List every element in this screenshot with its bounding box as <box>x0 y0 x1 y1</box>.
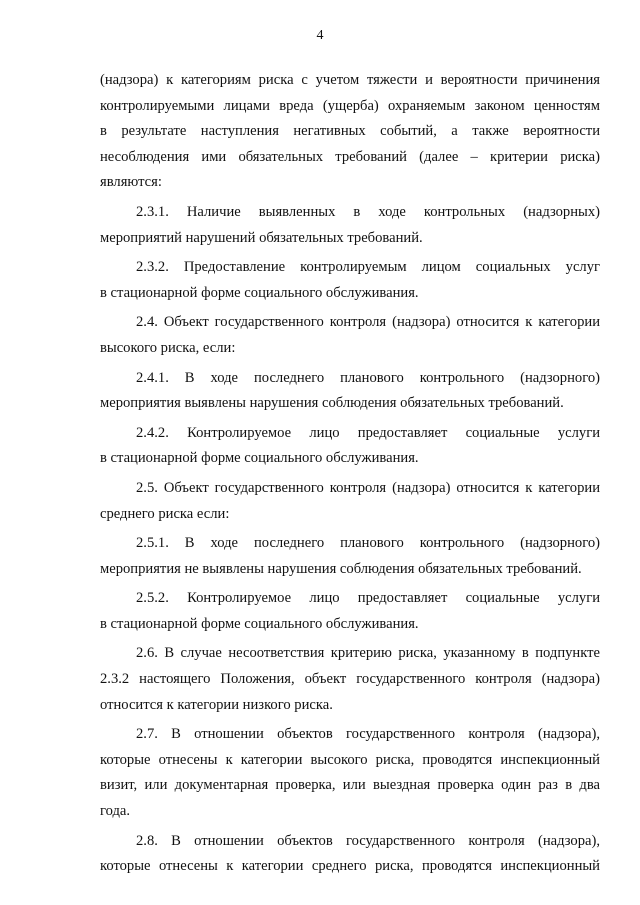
text-line: высокого риска, если: <box>100 339 236 356</box>
paragraph <box>100 68 600 196</box>
text-line: мероприятия не выявлены нарушения соблюдения обязательных требований. <box>100 560 582 577</box>
text-line: относится к категории низкого риска. <box>100 696 333 713</box>
text-line: мероприятия выявлены нарушения соблюдения обязательных требований. <box>100 395 564 412</box>
text-line: 2.7. В отношении объектов государственного контроля (надзора), <box>136 726 600 743</box>
text-line: 2.6. В случае несоответствия критерию риска, указанному в подпункте <box>136 645 600 662</box>
text-line: 2.3.2. Предоставление контролируемым лицом социальных услуг <box>136 259 600 276</box>
paragraph <box>100 641 600 718</box>
paragraph <box>100 200 600 251</box>
text-line: мероприятий нарушений обязательных требований. <box>100 229 423 246</box>
page-number: 4 <box>316 28 324 43</box>
text-line: в стационарной форме социального обслуживания. <box>100 284 419 301</box>
text-line: которые отнесены к категории высокого риска, проводятся инспекционный <box>100 751 600 768</box>
text-line: 2.3.1. Наличие выявленных в ходе контрольных (надзорных) <box>136 203 600 220</box>
document-body <box>100 68 600 880</box>
text-line: среднего риска если: <box>100 505 230 522</box>
text-line: 2.3.2 настоящего Положения, объект государственного контроля (надзора) <box>100 671 600 688</box>
text-line: 2.4.1. В ходе последнего планового контрольного (надзорного) <box>136 369 600 386</box>
text-line: в результате наступления негативных событий, а также вероятности <box>100 123 600 140</box>
text-line: которые отнесены к категории среднего риска, проводятся инспекционный <box>100 858 600 875</box>
paragraph <box>100 531 600 582</box>
text-line: визит, или документарная проверка, или выездная проверка один раз в два <box>100 777 600 794</box>
paragraph <box>100 476 600 527</box>
text-line: 2.5. Объект государственного контроля (надзора) относится к категории <box>136 479 600 496</box>
text-line: в стационарной форме социального обслуживания. <box>100 615 419 632</box>
text-line: года. <box>100 803 131 820</box>
paragraph <box>100 829 600 880</box>
text-line: несоблюдения ими обязательных требований (далее – критерии риска) <box>100 148 600 165</box>
text-line: 2.5.2. Контролируемое лицо предоставляет социальные услуги <box>136 590 600 607</box>
text-line: контролируемыми лицами вреда (ущерба) охраняемым законом ценностям <box>100 97 600 114</box>
text-line: (надзора) к категориям риска с учетом тяжести и вероятности причинения <box>100 72 600 88</box>
text-line: 2.8. В отношении объектов государственного контроля (надзора), <box>136 832 600 849</box>
text-line: являются: <box>100 174 162 191</box>
paragraph <box>100 310 600 361</box>
paragraph <box>100 722 600 824</box>
paragraph <box>100 586 600 637</box>
paragraph <box>100 255 600 306</box>
text-line: 2.5.1. В ходе последнего планового контрольного (надзорного) <box>136 535 600 552</box>
text-line: в стационарной форме социального обслуживания. <box>100 450 419 467</box>
text-line: 2.4.2. Контролируемое лицо предоставляет социальные услуги <box>136 424 600 441</box>
paragraph <box>100 421 600 472</box>
text-line: 2.4. Объект государственного контроля (надзора) относится к категории <box>136 314 600 331</box>
paragraph <box>100 366 600 417</box>
